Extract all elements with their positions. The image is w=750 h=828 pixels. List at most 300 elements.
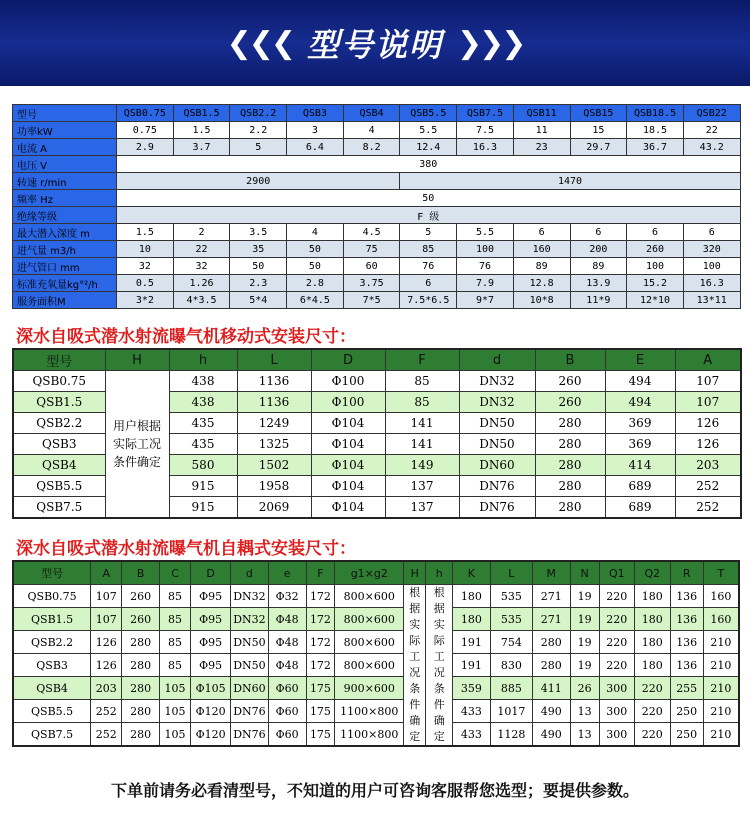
table-cell: 136	[670, 654, 703, 677]
coupled-data-row	[13, 677, 739, 700]
model-cell: QSB5.5	[13, 700, 91, 723]
table-cell: 22	[173, 241, 230, 258]
column-header: H	[404, 561, 426, 585]
table-cell: 7*5	[343, 292, 400, 309]
table-cell: Φ104	[311, 434, 385, 455]
table-cell: 4*3.5	[173, 292, 230, 309]
table-cell: 0.5	[117, 275, 174, 292]
table-cell: 380	[117, 156, 741, 173]
table-cell: 320	[683, 241, 740, 258]
table-cell: 13*11	[683, 292, 740, 309]
table-cell: Φ60	[268, 723, 306, 747]
table-cell: 300	[599, 677, 635, 700]
table-cell: DN60	[459, 455, 535, 476]
table-cell: 411	[532, 677, 570, 700]
table-cell: DN32	[459, 392, 535, 413]
table-cell: 85	[385, 392, 459, 413]
table-cell: Φ95	[191, 631, 231, 654]
table-cell: 252	[675, 476, 741, 497]
table-cell: 435	[169, 413, 237, 434]
mobile-install-table	[12, 348, 742, 519]
spec-row-air_intake	[13, 241, 741, 258]
spec-label-oxygen: 标准充氧量kg°²/h	[13, 275, 117, 292]
column-header: C	[160, 561, 191, 585]
table-cell: 210	[703, 654, 739, 677]
column-header: L	[490, 561, 532, 585]
spec-model-header: QSB0.75	[117, 105, 174, 122]
table-cell: 180	[635, 631, 671, 654]
table-cell: 126	[675, 434, 741, 455]
column-header: N	[570, 561, 599, 585]
table-cell: 3.75	[343, 275, 400, 292]
table-cell: 1470	[400, 173, 740, 190]
table-cell: 250	[670, 700, 703, 723]
table-cell: 1.5	[173, 122, 230, 139]
table-cell: Φ95	[191, 608, 231, 631]
table-cell: 9*7	[457, 292, 514, 309]
table-cell: 580	[169, 455, 237, 476]
table-cell: Φ120	[191, 723, 231, 747]
table-cell: 6*4.5	[287, 292, 344, 309]
table-cell: 100	[683, 258, 740, 275]
table-cell: 50	[117, 190, 741, 207]
table-cell: 490	[532, 723, 570, 747]
column-header: D	[191, 561, 231, 585]
table-cell: 12.4	[400, 139, 457, 156]
table-cell: 12*10	[627, 292, 684, 309]
table-cell: DN76	[459, 476, 535, 497]
model-cell: QSB7.5	[13, 723, 91, 747]
table-cell: 220	[635, 700, 671, 723]
spec-row-frequency	[13, 190, 741, 207]
table-cell: DN76	[231, 700, 269, 723]
column-header: B	[535, 349, 605, 371]
spec-model-header: QSB3	[287, 105, 344, 122]
table-cell: 13.9	[570, 275, 627, 292]
table-cell: DN50	[231, 631, 269, 654]
table-cell: 438	[169, 371, 237, 392]
table-cell: 3.5	[230, 224, 287, 241]
column-header: h	[169, 349, 237, 371]
table-cell: 3.7	[173, 139, 230, 156]
table-cell: 2	[173, 224, 230, 241]
table-cell: 535	[490, 608, 532, 631]
spec-row-voltage	[13, 156, 741, 173]
table-cell: 75	[343, 241, 400, 258]
spec-label-power: 功率kW	[13, 122, 117, 139]
table-cell: 830	[490, 654, 532, 677]
table-cell: 210	[703, 631, 739, 654]
table-cell: 280	[122, 631, 160, 654]
table-cell: 7.5*6.5	[400, 292, 457, 309]
table-cell: 10	[117, 241, 174, 258]
table-cell: 203	[675, 455, 741, 476]
table-cell: 6	[513, 224, 570, 241]
table-cell: 252	[91, 700, 122, 723]
model-cell: QSB1.5	[13, 392, 105, 413]
table-cell: 280	[535, 476, 605, 497]
spec-model-header: QSB22	[683, 105, 740, 122]
column-header: H	[105, 349, 169, 371]
table-cell: 126	[675, 413, 741, 434]
table-cell: 210	[703, 677, 739, 700]
table-cell: 35	[230, 241, 287, 258]
column-header: R	[670, 561, 703, 585]
H-note	[404, 585, 426, 747]
table-cell: 7.5	[457, 122, 514, 139]
table-cell: 915	[169, 497, 237, 519]
table-cell: 203	[91, 677, 122, 700]
table-cell: 280	[532, 631, 570, 654]
table-cell: 220	[599, 654, 635, 677]
table-cell: 136	[670, 631, 703, 654]
h-note	[426, 585, 453, 747]
table-cell: 414	[605, 455, 675, 476]
table-cell: 76	[457, 258, 514, 275]
table-cell: 280	[535, 413, 605, 434]
table-cell: 280	[535, 497, 605, 519]
table-cell: 126	[91, 631, 122, 654]
table-cell: 6.4	[287, 139, 344, 156]
table-cell: 689	[605, 497, 675, 519]
table-cell: 260	[627, 241, 684, 258]
coupled-data-row	[13, 585, 739, 608]
spec-model-header: QSB2.2	[230, 105, 287, 122]
table-cell: 36.7	[627, 139, 684, 156]
table-cell: 260	[122, 585, 160, 608]
table-cell: 369	[605, 413, 675, 434]
table-cell: 5.5	[400, 122, 457, 139]
table-cell: 172	[306, 631, 335, 654]
model-cell: QSB1.5	[13, 608, 91, 631]
table-cell: 1325	[237, 434, 311, 455]
table-cell: 689	[605, 476, 675, 497]
user-determined-note: 用户根据实际工况条件确定	[105, 371, 169, 519]
spec-header-label: 型号	[13, 105, 117, 122]
table-cell: Φ48	[268, 631, 306, 654]
table-cell: 137	[385, 476, 459, 497]
table-cell: 885	[490, 677, 532, 700]
table-cell: 220	[635, 723, 671, 747]
coupled-section-title: 深水自吸式潜水射流曝气机自耦式安装尺寸：	[16, 539, 356, 559]
coupled-data-row	[13, 700, 739, 723]
table-cell: 3*2	[117, 292, 174, 309]
table-cell: 175	[306, 723, 335, 747]
table-cell: 175	[306, 700, 335, 723]
table-cell: Φ105	[191, 677, 231, 700]
table-cell: 141	[385, 434, 459, 455]
table-cell: Φ32	[268, 585, 306, 608]
coupled-install-table	[12, 560, 740, 747]
table-cell: 107	[91, 608, 122, 631]
table-cell: 50	[230, 258, 287, 275]
h-note-text: 根据实际工况条件确定	[433, 586, 445, 743]
spec-label-insulation: 绝缘等级	[13, 207, 117, 224]
table-cell: 6	[683, 224, 740, 241]
table-cell: 2.2	[230, 122, 287, 139]
table-cell: 16.3	[683, 275, 740, 292]
chevron-right-icon: ❯❯❯	[457, 25, 524, 61]
spec-header-row	[13, 105, 741, 122]
table-cell: 6	[570, 224, 627, 241]
table-cell: 3	[287, 122, 344, 139]
table-cell: DN50	[459, 413, 535, 434]
table-cell: 280	[122, 677, 160, 700]
table-cell: 136	[670, 585, 703, 608]
model-cell: QSB5.5	[13, 476, 105, 497]
table-cell: DN76	[231, 723, 269, 747]
table-cell: 271	[532, 585, 570, 608]
table-cell: 180	[453, 608, 491, 631]
table-cell: 800×600	[335, 585, 404, 608]
spec-row-service_area	[13, 292, 741, 309]
model-cell: QSB4	[13, 455, 105, 476]
column-header: Q2	[635, 561, 671, 585]
table-cell: 915	[169, 476, 237, 497]
page-title: 型号说明	[306, 26, 443, 64]
model-cell: QSB4	[13, 677, 91, 700]
table-cell: 260	[535, 371, 605, 392]
spec-label-service_area: 服务面积M	[13, 292, 117, 309]
table-cell: 85	[160, 585, 191, 608]
spec-label-air_intake: 进气量 m3/h	[13, 241, 117, 258]
table-cell: 280	[535, 434, 605, 455]
table-cell: 191	[453, 654, 491, 677]
model-cell: QSB0.75	[13, 371, 105, 392]
table-cell: 107	[675, 371, 741, 392]
table-cell: 32	[117, 258, 174, 275]
column-header: M	[532, 561, 570, 585]
column-header: F	[306, 561, 335, 585]
table-cell: 200	[570, 241, 627, 258]
table-cell: 5*4	[230, 292, 287, 309]
table-cell: 1.26	[173, 275, 230, 292]
spec-label-current: 电流 A	[13, 139, 117, 156]
table-cell: DN60	[231, 677, 269, 700]
table-cell: Φ104	[311, 455, 385, 476]
coupled-header-row	[13, 561, 739, 585]
table-cell: 271	[532, 608, 570, 631]
column-header: g1×g2	[335, 561, 404, 585]
table-cell: Φ104	[311, 476, 385, 497]
table-cell: 160	[703, 608, 739, 631]
column-header: A	[675, 349, 741, 371]
column-header: h	[426, 561, 453, 585]
table-cell: 5	[400, 224, 457, 241]
table-cell: 435	[169, 434, 237, 455]
table-cell: 438	[169, 392, 237, 413]
title-banner	[0, 0, 750, 86]
spec-label-max_depth: 最大潜入深度 m	[13, 224, 117, 241]
table-cell: 1502	[237, 455, 311, 476]
table-cell: 16.3	[457, 139, 514, 156]
table-cell: 18.5	[627, 122, 684, 139]
table-cell: 1100×800	[335, 723, 404, 747]
table-cell: 280	[122, 723, 160, 747]
table-cell: 2.8	[287, 275, 344, 292]
model-cell: QSB2.2	[13, 413, 105, 434]
coupled-data-row	[13, 723, 739, 747]
table-cell: 280	[535, 455, 605, 476]
table-cell: 300	[599, 700, 635, 723]
column-header: d	[459, 349, 535, 371]
mobile-section-title: 深水自吸式潜水射流曝气机移动式安装尺寸：	[16, 327, 356, 347]
column-header: B	[122, 561, 160, 585]
table-cell: 260	[122, 608, 160, 631]
table-cell: 19	[570, 585, 599, 608]
model-cell: QSB3	[13, 434, 105, 455]
table-cell: 149	[385, 455, 459, 476]
table-cell: 5.5	[457, 224, 514, 241]
table-cell: 1958	[237, 476, 311, 497]
table-cell: Φ60	[268, 700, 306, 723]
table-cell: 32	[173, 258, 230, 275]
spec-label-speed: 转速 r/min	[13, 173, 117, 190]
table-cell: 0.75	[117, 122, 174, 139]
table-cell: 60	[343, 258, 400, 275]
mobile-header-row	[13, 349, 741, 371]
table-cell: 6	[400, 275, 457, 292]
table-cell: 5	[230, 139, 287, 156]
column-header: 型号	[13, 561, 91, 585]
spec-row-max_depth	[13, 224, 741, 241]
table-cell: 76	[400, 258, 457, 275]
table-cell: 43.2	[683, 139, 740, 156]
table-cell: 7.9	[457, 275, 514, 292]
table-cell: 172	[306, 585, 335, 608]
table-cell: 29.7	[570, 139, 627, 156]
table-cell: Φ48	[268, 608, 306, 631]
table-cell: 105	[160, 700, 191, 723]
table-cell: 210	[703, 723, 739, 747]
coupled-data-row	[13, 631, 739, 654]
table-cell: 220	[599, 585, 635, 608]
table-cell: 85	[160, 654, 191, 677]
table-cell: 4	[287, 224, 344, 241]
table-cell: 250	[670, 723, 703, 747]
table-cell: 180	[635, 585, 671, 608]
table-cell: 180	[453, 585, 491, 608]
table-cell: 89	[570, 258, 627, 275]
column-header: 型号	[13, 349, 105, 371]
spec-label-frequency: 频率 Hz	[13, 190, 117, 207]
table-cell: 2.9	[117, 139, 174, 156]
table-cell: 85	[385, 371, 459, 392]
table-cell: 433	[453, 723, 491, 747]
table-cell: 19	[570, 608, 599, 631]
table-cell: Φ120	[191, 700, 231, 723]
table-cell: 107	[91, 585, 122, 608]
spec-model-header: QSB7.5	[457, 105, 514, 122]
column-header: A	[91, 561, 122, 585]
spec-model-header: QSB11	[513, 105, 570, 122]
table-cell: 85	[160, 631, 191, 654]
table-cell: 1128	[490, 723, 532, 747]
table-cell: 100	[627, 258, 684, 275]
coupled-data-row	[13, 654, 739, 677]
table-cell: 490	[532, 700, 570, 723]
table-cell: 105	[160, 723, 191, 747]
column-header: E	[605, 349, 675, 371]
table-cell: 1136	[237, 371, 311, 392]
table-cell: 172	[306, 654, 335, 677]
table-cell: 252	[91, 723, 122, 747]
table-cell: Φ104	[311, 497, 385, 519]
table-cell: 1136	[237, 392, 311, 413]
spec-row-oxygen	[13, 275, 741, 292]
table-cell: Φ95	[191, 585, 231, 608]
table-cell: 1249	[237, 413, 311, 434]
column-header: e	[268, 561, 306, 585]
table-cell: 180	[635, 654, 671, 677]
table-cell: 15.2	[627, 275, 684, 292]
table-cell: 369	[605, 434, 675, 455]
H-note-text: 根据实际工况条件确定	[409, 586, 421, 743]
table-cell: Φ104	[311, 413, 385, 434]
table-cell: DN32	[459, 371, 535, 392]
table-cell: Φ100	[311, 371, 385, 392]
table-cell: 4.5	[343, 224, 400, 241]
table-cell: DN32	[231, 608, 269, 631]
table-cell: 11*9	[570, 292, 627, 309]
spec-model-header: QSB15	[570, 105, 627, 122]
spec-row-current	[13, 139, 741, 156]
model-cell: QSB2.2	[13, 631, 91, 654]
model-cell: QSB0.75	[13, 585, 91, 608]
table-cell: 141	[385, 413, 459, 434]
table-cell: 210	[703, 700, 739, 723]
table-cell: 433	[453, 700, 491, 723]
table-cell: 89	[513, 258, 570, 275]
table-cell: F 级	[117, 207, 741, 224]
mobile-data-row	[13, 371, 741, 392]
table-cell: DN50	[459, 434, 535, 455]
table-cell: 6	[627, 224, 684, 241]
table-cell: 252	[675, 497, 741, 519]
column-header: Q1	[599, 561, 635, 585]
table-cell: 1.5	[117, 224, 174, 241]
table-cell: 2069	[237, 497, 311, 519]
table-cell: 220	[599, 608, 635, 631]
table-cell: 2.3	[230, 275, 287, 292]
table-cell: 754	[490, 631, 532, 654]
column-header: T	[703, 561, 739, 585]
table-cell: 10*8	[513, 292, 570, 309]
table-cell: 11	[513, 122, 570, 139]
table-cell: Φ95	[191, 654, 231, 677]
table-cell: 220	[599, 631, 635, 654]
table-cell: 19	[570, 654, 599, 677]
table-cell: DN76	[459, 497, 535, 519]
table-cell: 300	[599, 723, 635, 747]
table-cell: 535	[490, 585, 532, 608]
table-cell: Φ100	[311, 392, 385, 413]
table-cell: 137	[385, 497, 459, 519]
table-cell: 800×600	[335, 631, 404, 654]
table-cell: 126	[91, 654, 122, 677]
table-cell: 22	[683, 122, 740, 139]
table-cell: 191	[453, 631, 491, 654]
table-cell: DN32	[231, 585, 269, 608]
spec-row-speed	[13, 173, 741, 190]
table-cell: 19	[570, 631, 599, 654]
table-cell: 13	[570, 700, 599, 723]
table-cell: Φ60	[268, 677, 306, 700]
model-cell: QSB3	[13, 654, 91, 677]
table-cell: Φ48	[268, 654, 306, 677]
table-cell: 800×600	[335, 654, 404, 677]
spec-model-header: QSB18.5	[627, 105, 684, 122]
